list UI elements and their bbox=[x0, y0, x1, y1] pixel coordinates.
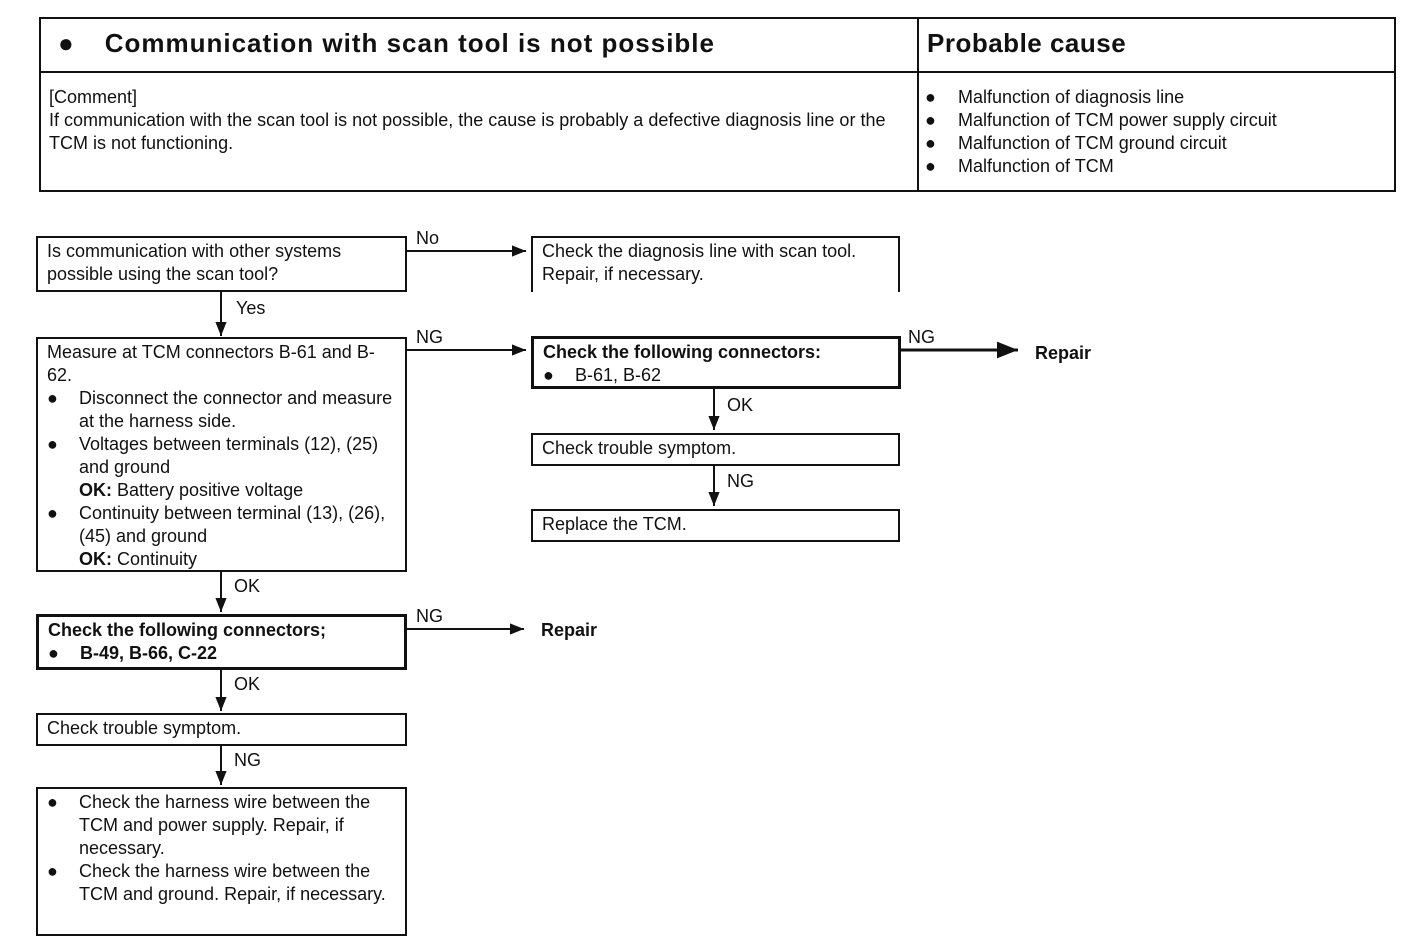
no-label: No bbox=[416, 228, 440, 248]
question-box bbox=[36, 236, 407, 292]
bullet-icon: ● bbox=[925, 87, 936, 107]
cause-text: Malfunction of TCM ground circuit bbox=[958, 133, 1227, 153]
list-item bbox=[47, 502, 395, 548]
ng-label-right-check: NG bbox=[908, 327, 935, 347]
comment-label: [Comment] bbox=[49, 87, 138, 107]
measure-box bbox=[36, 337, 407, 572]
right-check-item: B-61, B-62 bbox=[575, 365, 662, 385]
list-item bbox=[47, 433, 395, 479]
list-item bbox=[543, 364, 888, 387]
list-item bbox=[48, 642, 394, 665]
measure-item: Continuity between terminal (13), (26), (45) and ground bbox=[79, 503, 386, 546]
list-item bbox=[47, 387, 395, 433]
yes-label: Yes bbox=[236, 298, 266, 318]
measure-item: Disconnect the connector and measure at the harness side. bbox=[79, 388, 393, 431]
bullet-icon: ● bbox=[47, 434, 58, 454]
ok-label-left-check: OK bbox=[234, 674, 261, 694]
bullet-icon: ● bbox=[925, 133, 936, 153]
probable-cause-heading: Probable cause bbox=[927, 28, 1127, 58]
diagnosis-line-text: Check the diagnosis line with scan tool. Repair, if necessary. bbox=[542, 241, 857, 284]
repair-label-right: Repair bbox=[1035, 343, 1092, 363]
ok-criterion-value: Continuity bbox=[117, 549, 198, 569]
measure-title: Measure at TCM connectors B-61 and B-62. bbox=[47, 342, 375, 385]
cause-text: Malfunction of TCM bbox=[958, 156, 1114, 176]
ok-criterion bbox=[47, 548, 395, 571]
right-symptom-box bbox=[531, 433, 900, 466]
left-check-title: Check the following connectors; bbox=[48, 620, 327, 640]
bullet-icon: ● bbox=[925, 156, 936, 176]
final-item: Check the harness wire between the TCM and ground. Repair, if necessary. bbox=[79, 861, 386, 904]
list-item bbox=[47, 860, 395, 906]
ok-criterion-label: OK: bbox=[79, 549, 112, 569]
ng-label-measure: NG bbox=[416, 327, 443, 347]
left-check-item: B-49, B-66, C-22 bbox=[80, 643, 218, 663]
right-check-title: Check the following connectors: bbox=[543, 342, 822, 362]
left-symptom-text: Check trouble symptom. bbox=[47, 718, 242, 738]
ok-criterion bbox=[47, 479, 395, 502]
bullet-icon: ● bbox=[47, 792, 58, 812]
cause-text: Malfunction of diagnosis line bbox=[958, 87, 1185, 107]
replace-tcm-text: Replace the TCM. bbox=[542, 514, 687, 534]
ng-label-left-check: NG bbox=[416, 606, 443, 626]
bullet-icon: ● bbox=[925, 110, 936, 130]
ok-criterion-label: OK: bbox=[79, 480, 112, 500]
ng-label-left-symptom: NG bbox=[234, 750, 261, 770]
cause-text: Malfunction of TCM power supply circuit bbox=[958, 110, 1277, 130]
diagnosis-line-box bbox=[531, 236, 900, 292]
repair-label-left: Repair bbox=[541, 620, 598, 640]
bullet-icon: ● bbox=[47, 388, 58, 408]
ok-label-measure: OK bbox=[234, 576, 261, 596]
measure-item: Voltages between terminals (12), (25) and ground bbox=[79, 434, 379, 477]
ng-label-right-symptom: NG bbox=[727, 471, 754, 491]
comment-text: If communication with the scan tool is not possible, the cause is probably a defective diagnosis line or the TCM is not functioning. bbox=[49, 110, 886, 153]
left-connector-check-box bbox=[36, 614, 407, 670]
title-text: Communication with scan tool is not possible bbox=[104, 28, 715, 58]
right-symptom-text: Check trouble symptom. bbox=[542, 438, 737, 458]
title-bullet: ● bbox=[58, 28, 75, 58]
question-text: Is communication with other systems possible using the scan tool? bbox=[47, 241, 342, 284]
bullet-icon: ● bbox=[47, 861, 58, 881]
list-item bbox=[47, 791, 395, 860]
ok-criterion-value: Battery positive voltage bbox=[117, 480, 304, 500]
replace-tcm-box bbox=[531, 509, 900, 542]
bullet-icon: ● bbox=[543, 365, 554, 385]
ok-label-right-check: OK bbox=[727, 395, 754, 415]
final-check-box bbox=[36, 787, 407, 936]
final-item: Check the harness wire between the TCM and power supply. Repair, if necessary. bbox=[79, 792, 371, 858]
left-symptom-box bbox=[36, 713, 407, 746]
bullet-icon: ● bbox=[48, 643, 59, 663]
bullet-icon: ● bbox=[47, 503, 58, 523]
right-connector-check-box bbox=[531, 336, 901, 389]
